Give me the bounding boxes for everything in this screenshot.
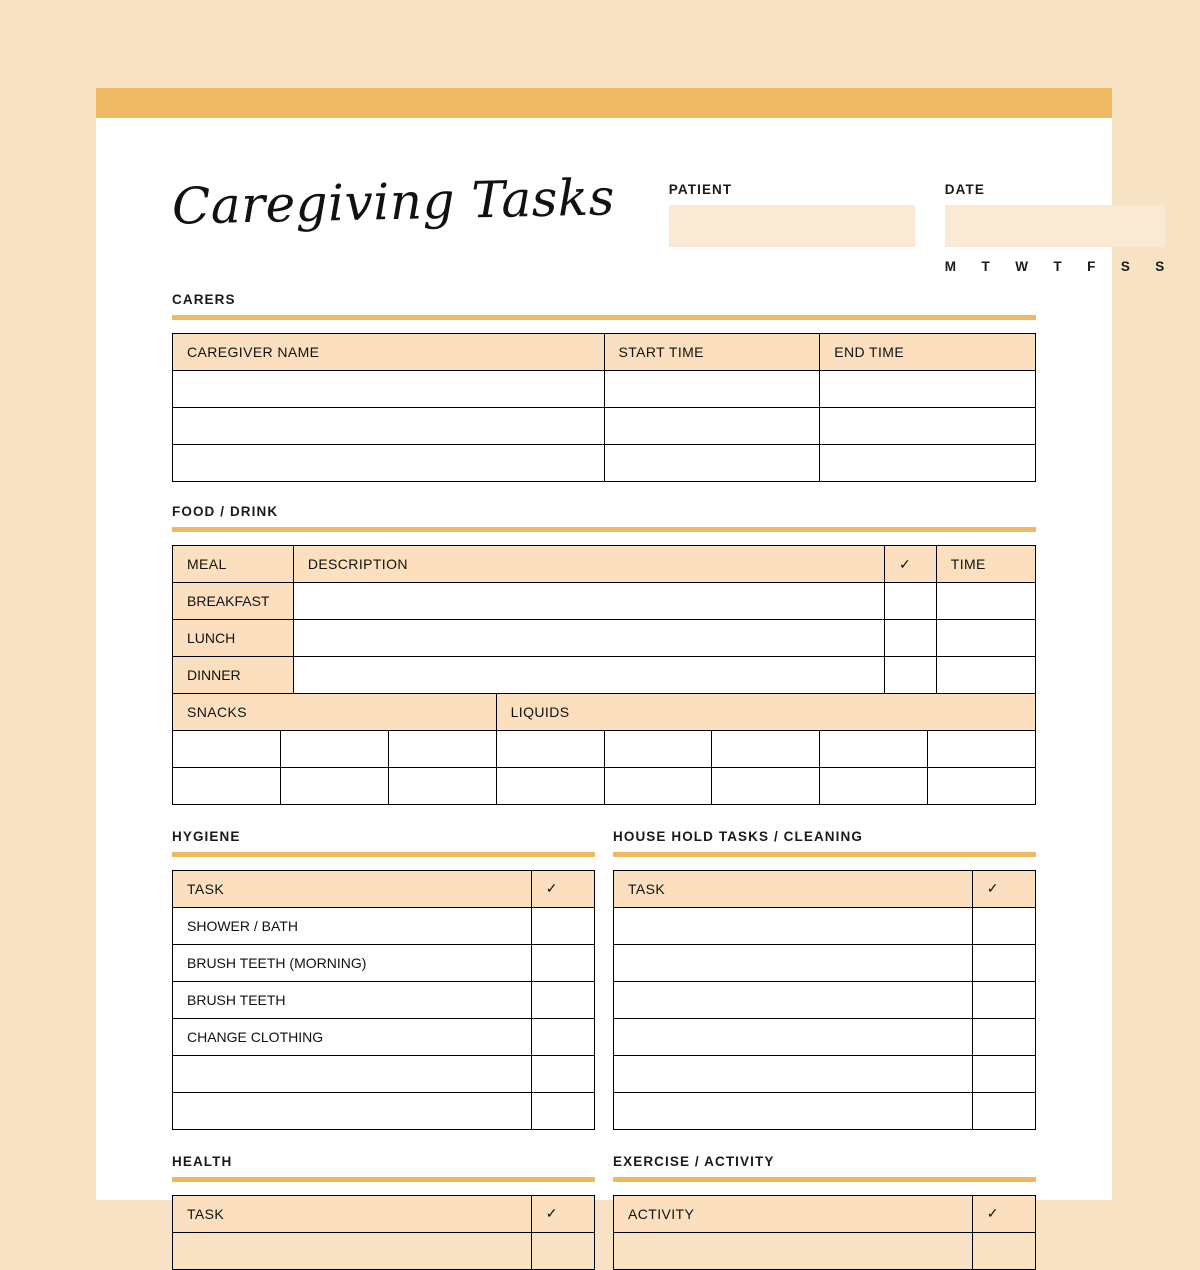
section-health xyxy=(172,1154,595,1270)
liquid-cell[interactable] xyxy=(496,730,604,767)
hygiene-check-cell[interactable] xyxy=(531,981,594,1018)
carer-end-cell[interactable] xyxy=(820,408,1036,445)
snack-cell[interactable] xyxy=(280,767,388,804)
patient-field-group xyxy=(669,182,915,274)
exercise-col-check: ✓ xyxy=(972,1195,1035,1232)
meal-description-cell[interactable] xyxy=(293,620,884,657)
weekday-thursday[interactable]: T xyxy=(1053,259,1063,274)
table-row xyxy=(614,1092,1036,1129)
table-row xyxy=(173,657,1036,694)
weekday-saturday[interactable]: S xyxy=(1120,259,1131,274)
hygiene-check-cell[interactable] xyxy=(531,907,594,944)
hygiene-task-cell[interactable] xyxy=(173,1092,532,1129)
household-divider xyxy=(613,852,1036,857)
snack-cell[interactable] xyxy=(280,730,388,767)
carers-col-end: END TIME xyxy=(820,334,1036,371)
snacks-header: SNACKS xyxy=(173,693,497,730)
table-header-row xyxy=(173,1195,595,1232)
section-food-drink xyxy=(172,504,1036,805)
meal-description-cell[interactable] xyxy=(293,583,884,620)
liquid-cell[interactable] xyxy=(820,767,928,804)
liquid-cell[interactable] xyxy=(712,767,820,804)
table-row xyxy=(614,1018,1036,1055)
meal-time-cell[interactable] xyxy=(936,657,1035,694)
date-input[interactable] xyxy=(945,205,1165,247)
food-drink-heading: FOOD / DRINK xyxy=(172,504,279,519)
table-row xyxy=(173,1055,595,1092)
table-row xyxy=(173,371,1036,408)
household-check-cell[interactable] xyxy=(972,944,1035,981)
hygiene-check-cell[interactable] xyxy=(531,1092,594,1129)
table-row xyxy=(173,944,595,981)
food-col-meal: MEAL xyxy=(173,546,294,583)
household-col-check: ✓ xyxy=(972,870,1035,907)
hygiene-check-cell[interactable] xyxy=(531,944,594,981)
table-header-row xyxy=(173,870,595,907)
weekday-sunday[interactable]: S xyxy=(1155,259,1165,274)
household-task-cell[interactable] xyxy=(614,907,973,944)
hygiene-task-cell[interactable]: BRUSH TEETH xyxy=(173,981,532,1018)
health-table xyxy=(172,1195,595,1270)
meal-time-cell[interactable] xyxy=(936,620,1035,657)
meal-label-lunch: LUNCH xyxy=(173,620,294,657)
table-row xyxy=(173,1092,595,1129)
table-header-row xyxy=(614,870,1036,907)
hygiene-task-cell[interactable]: BRUSH TEETH (MORNING) xyxy=(173,944,532,981)
household-col-task: TASK xyxy=(614,870,973,907)
section-carers xyxy=(172,292,1036,482)
printable-page xyxy=(96,88,1165,1222)
carers-divider xyxy=(172,315,1036,320)
table-row xyxy=(173,1018,595,1055)
hygiene-heading: HYGIENE xyxy=(172,828,241,844)
section-household xyxy=(613,829,1036,1130)
carer-name-cell[interactable] xyxy=(173,445,605,482)
table-row xyxy=(173,981,595,1018)
household-task-cell[interactable] xyxy=(614,1018,973,1055)
household-heading: HOUSE HOLD TASKS / CLEANING xyxy=(613,828,863,844)
meal-check-cell[interactable] xyxy=(884,583,936,620)
table-row xyxy=(614,1232,1036,1269)
food-drink-divider xyxy=(172,527,1036,532)
health-col-check: ✓ xyxy=(531,1195,594,1232)
hygiene-table xyxy=(172,870,595,1130)
weekday-selector[interactable] xyxy=(945,259,1165,274)
household-check-cell[interactable] xyxy=(972,1092,1035,1129)
household-check-cell[interactable] xyxy=(972,1055,1035,1092)
liquid-cell[interactable] xyxy=(928,767,1036,804)
snacks-liquids-table xyxy=(172,693,1036,805)
exercise-table xyxy=(613,1195,1036,1270)
date-field-group xyxy=(945,182,1165,274)
household-table xyxy=(613,870,1036,1130)
table-row xyxy=(173,583,1036,620)
table-row xyxy=(173,730,1036,767)
snack-cell[interactable] xyxy=(173,730,281,767)
page-top-accent-bar xyxy=(96,88,1112,118)
document-header xyxy=(171,118,1165,274)
hygiene-check-cell[interactable] xyxy=(531,1055,594,1092)
liquid-cell[interactable] xyxy=(712,730,820,767)
table-row xyxy=(614,944,1036,981)
carers-col-start: START TIME xyxy=(604,334,820,371)
liquid-cell[interactable] xyxy=(604,730,712,767)
health-task-cell[interactable] xyxy=(173,1232,532,1269)
table-header-row xyxy=(173,546,1036,583)
meal-check-cell[interactable] xyxy=(884,620,936,657)
hygiene-col-check: ✓ xyxy=(531,870,594,907)
table-header-row xyxy=(173,334,1036,371)
carer-end-cell[interactable] xyxy=(820,445,1036,482)
carer-end-cell[interactable] xyxy=(820,371,1036,408)
patient-label: PATIENT xyxy=(668,182,733,197)
carers-table xyxy=(172,333,1036,482)
exercise-divider xyxy=(613,1177,1036,1182)
snack-cell[interactable] xyxy=(388,767,496,804)
snack-cell[interactable] xyxy=(173,767,281,804)
patient-input[interactable] xyxy=(669,205,915,247)
meal-time-cell[interactable] xyxy=(936,583,1035,620)
carer-name-cell[interactable] xyxy=(173,408,605,445)
hygiene-col-task: TASK xyxy=(173,870,532,907)
header-fields xyxy=(669,182,1165,274)
liquids-header: LIQUIDS xyxy=(496,693,1035,730)
date-label: DATE xyxy=(944,182,985,197)
meal-check-cell[interactable] xyxy=(884,657,936,694)
table-row xyxy=(173,620,1036,657)
carers-heading: CARERS xyxy=(172,292,236,307)
hygiene-check-cell[interactable] xyxy=(531,1018,594,1055)
hygiene-task-cell[interactable]: CHANGE CLOTHING xyxy=(173,1018,532,1055)
health-check-cell[interactable] xyxy=(531,1232,594,1269)
carers-col-name: CAREGIVER NAME xyxy=(173,334,605,371)
liquid-cell[interactable] xyxy=(496,767,604,804)
table-row xyxy=(173,1232,595,1269)
exercise-col-activity: ACTIVITY xyxy=(614,1195,973,1232)
weekday-monday[interactable]: M xyxy=(944,259,957,274)
meal-label-dinner: DINNER xyxy=(173,657,294,694)
section-hygiene xyxy=(172,829,595,1130)
household-check-cell[interactable] xyxy=(972,981,1035,1018)
household-check-cell[interactable] xyxy=(972,1018,1035,1055)
meal-label-breakfast: BREAKFAST xyxy=(173,583,294,620)
hygiene-task-cell[interactable] xyxy=(173,1055,532,1092)
health-heading: HEALTH xyxy=(172,1153,233,1169)
table-row xyxy=(173,907,595,944)
carer-start-cell[interactable] xyxy=(604,445,820,482)
carer-name-cell[interactable] xyxy=(173,371,605,408)
liquid-cell[interactable] xyxy=(928,730,1036,767)
table-row xyxy=(173,408,1036,445)
household-task-cell[interactable] xyxy=(614,944,973,981)
exercise-activity-cell[interactable] xyxy=(614,1232,973,1269)
meal-description-cell[interactable] xyxy=(293,657,884,694)
weekday-wednesday[interactable]: W xyxy=(1015,259,1029,274)
table-row xyxy=(173,445,1036,482)
table-row xyxy=(614,1055,1036,1092)
liquid-cell[interactable] xyxy=(604,767,712,804)
health-col-task: TASK xyxy=(173,1195,532,1232)
hygiene-task-cell[interactable]: SHOWER / BATH xyxy=(173,907,532,944)
exercise-heading: EXERCISE / ACTIVITY xyxy=(613,1153,775,1169)
food-drink-table xyxy=(172,545,1036,694)
carer-start-cell[interactable] xyxy=(604,371,820,408)
exercise-check-cell[interactable] xyxy=(972,1232,1035,1269)
liquid-cell[interactable] xyxy=(820,730,928,767)
section-hygiene-household xyxy=(172,829,1036,1130)
food-col-time: TIME xyxy=(936,546,1035,583)
section-health-exercise xyxy=(172,1154,1036,1270)
carer-start-cell[interactable] xyxy=(604,408,820,445)
page-content xyxy=(96,118,1165,1270)
table-row xyxy=(614,907,1036,944)
food-col-check: ✓ xyxy=(884,546,936,583)
table-header-row xyxy=(173,693,1036,730)
household-task-cell[interactable] xyxy=(614,1055,973,1092)
weekday-tuesday[interactable]: T xyxy=(981,259,991,274)
page-title: Caregiving Tasks xyxy=(171,168,616,236)
snack-cell[interactable] xyxy=(388,730,496,767)
household-task-cell[interactable] xyxy=(614,981,973,1018)
table-row xyxy=(173,767,1036,804)
household-task-cell[interactable] xyxy=(614,1092,973,1129)
household-check-cell[interactable] xyxy=(972,907,1035,944)
health-divider xyxy=(172,1177,595,1182)
food-col-description: DESCRIPTION xyxy=(293,546,884,583)
hygiene-divider xyxy=(172,852,595,857)
section-exercise xyxy=(613,1154,1036,1270)
table-row xyxy=(614,981,1036,1018)
weekday-friday[interactable]: F xyxy=(1087,259,1096,274)
table-header-row xyxy=(614,1195,1036,1232)
